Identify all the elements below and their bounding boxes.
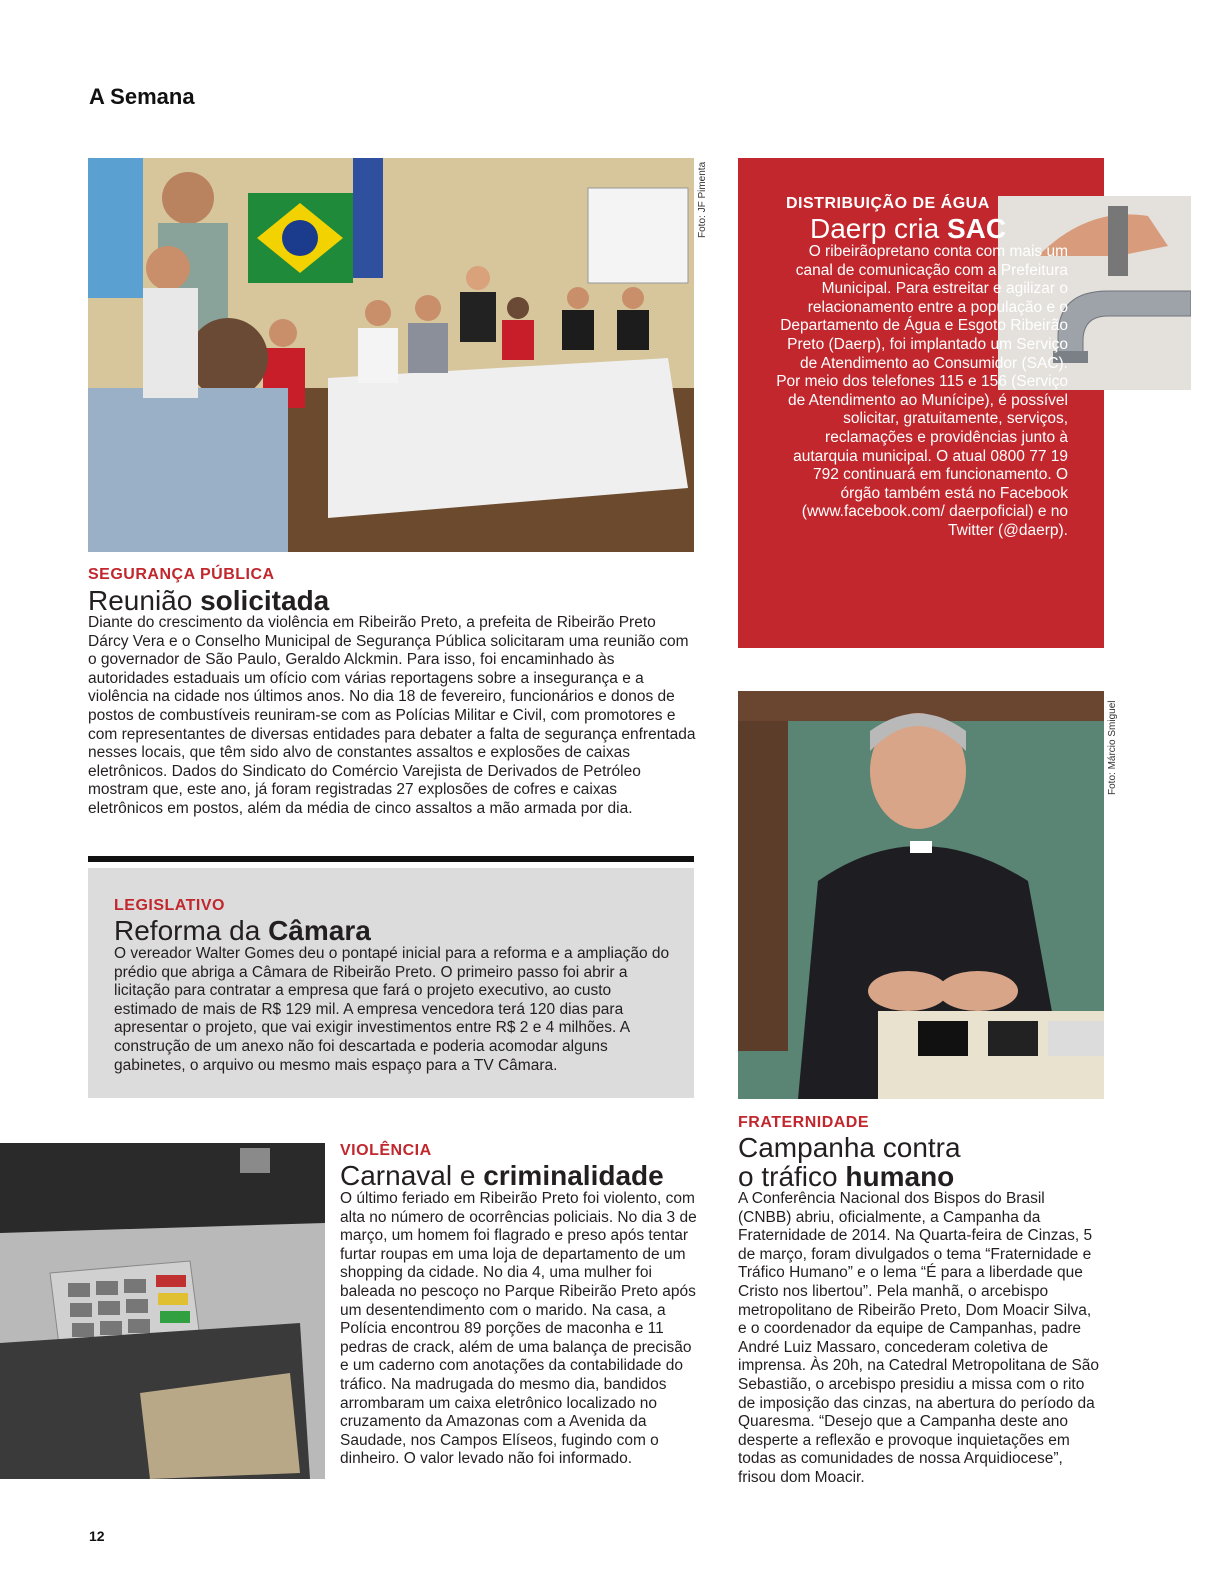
headline-light: Reunião xyxy=(88,585,201,616)
body-seguranca: Diante do crescimento da violência em Ribeirão Preto, a prefeita de Ribeirão Preto Dárcy Vera e o Conselho Municipal de Segurança Pública solicitaram uma reunião com o governador de São Paulo, Geraldo Alckmin. Para isso, foi encaminhado às autoridades estaduais um ofício com várias reportagens sobre a insegurança e a violência na cidade nos últimos anos. No dia 18 de fevereiro, funcionários e donos de postos de combustíveis reuniram-se com as Polícias Militar e Civil, com promotores e com representantes de diversas entidades para debater a falta de segurança enfrentada nesses locais, que têm sido alvo de constantes assaltos e explosões de caixas eletrônicos. Dados do Sindicato do Comércio Varejista de Derivados de Petróleo mostram que, este ano, já foram registradas 27 explosões de cofres e caixas eletrônicos em postos, além da média de cinco assaltos a mão armada por dia. xyxy=(88,614,696,817)
kicker-legislativo: LEGISLATIVO xyxy=(114,897,225,914)
body-agua: O ribeirãopretano conta com mais um canal de comunicação com a Prefeitura Municipal. Para estreitar e agilizar o relacionamento entre a população e o Departamento de Água e Esgoto Ribeirão Preto (Daerp), foi implantado um Serviço de Atendimento ao Consumidor (SAC). Por meio dos telefones 115 e 156 (Serviço de Atendimento ao Munícipe), é possível solicitar, gratuitamente, serviços, reclamações e providências junto à autarquia municipal. O atual 0800 77 19 792 continuará em funcionamento. O órgão também está no Facebook (www.facebook.com/ daerpoficial) e no Twitter (@daerp). xyxy=(776,243,1068,539)
headline-light: Daerp cria xyxy=(810,213,947,244)
headline-bold: SAC xyxy=(946,213,1007,244)
headline-fraternidade-line1: Campanha contra xyxy=(738,1132,961,1163)
headline-bold: Câmara xyxy=(268,915,371,946)
meeting-illustration xyxy=(88,158,694,552)
body-legislativo: O vereador Walter Gomes deu o pontapé inicial para a reforma e a ampliação do prédio que abriga a Câmara de Ribeirão Preto. O primeiro passo foi abrir a licitação para contratar a empresa que fará o projeto executivo, ao custo estimado de mais de R$ 129 mil. A empresa vencedora terá 120 dias para apresentar o projeto, que vai exigir investimentos entre R$ 2 e 4 milhões. A construção de um anexo não foi descartada e poderia acomodar alguns gabinetes, o arquivo ou mesmo mais espaço para a TV Câmara. xyxy=(114,945,670,1074)
kicker-violencia: VIOLÊNCIA xyxy=(340,1142,432,1159)
headline-bold: solicitada xyxy=(200,585,330,616)
headline-light: o tráfico xyxy=(738,1161,846,1192)
headline-agua xyxy=(810,214,1006,243)
photo-credit: Foto: Márcio Smiguel xyxy=(1107,700,1118,795)
headline-light: Carnaval e xyxy=(340,1160,484,1191)
headline-violencia xyxy=(340,1161,664,1190)
section-rule xyxy=(88,856,694,862)
headline-bold: humano xyxy=(845,1161,955,1192)
headline-light: Reforma da xyxy=(114,915,269,946)
bishop-photo xyxy=(738,691,1104,1099)
kicker-agua: DISTRIBUIÇÃO DE ÁGUA xyxy=(786,195,990,212)
headline-fraternidade-line2 xyxy=(738,1162,954,1191)
atm-photo xyxy=(0,1143,325,1479)
kicker-fraternidade: FRATERNIDADE xyxy=(738,1114,870,1131)
headline-seguranca xyxy=(88,586,329,615)
bishop-illustration xyxy=(738,691,1104,1099)
page-number: 12 xyxy=(89,1528,105,1544)
kicker-seguranca: SEGURANÇA PÚBLICA xyxy=(88,566,275,583)
photo-credit: Foto: JF Pimenta xyxy=(697,161,708,238)
body-fraternidade: A Conferência Nacional dos Bispos do Brasil (CNBB) abriu, oficialmente, a Campanha da Fraternidade de 2014. Na Quarta-feira de Cinzas, 5 de março, foram divulgados o tema “Fraternidade e Tráfico Humano” e o lema “É para a liberdade que Cristo nos libertou”. Pela manhã, o arcebispo metropolitano de Ribeirão Preto, Dom Moacir Silva, e o coordenador da equipe de Campanhas, padre André Luiz Massaro, concederam coletiva de imprensa. Às 20h, na Catedral Metropolitana de São Sebastião, o arcebispo presidiu a missa com o rito de imposição das cinzas, na abertura do período da Quaresma. “Desejo que a Campanha deste ano desperte a reflexão e provoque inquietações em todas as comunidades de nossa Arquidiocese”, frisou dom Moacir. xyxy=(738,1190,1100,1486)
meeting-photo xyxy=(88,158,694,552)
headline-bold: criminalidade xyxy=(483,1160,664,1191)
headline-legislativo xyxy=(114,916,371,945)
body-violencia: O último feriado em Ribeirão Preto foi violento, com alta no número de ocorrências policiais. No dia 3 de março, um homem foi flagrado e preso após tentar furtar roupas em uma loja de departamento de um shopping da cidade. No dia 4, uma mulher foi baleada no pescoço no Parque Ribeirão Preto após um desentendimento com o marido. Na casa, a Polícia encontrou 89 porções de maconha e 11 pedras de crack, além de uma balança de precisão e um caderno com anotações da contabilidade do tráfico. Na madrugada do mesmo dia, bandidos arrombaram um caixa eletrônico localizado no cruzamento da Amazonas com a Avenida da Saudade, nos Campos Elíseos, fugindo com o dinheiro. O valor levado não foi informado. xyxy=(340,1190,697,1468)
atm-illustration xyxy=(0,1143,325,1479)
section-title: A Semana xyxy=(89,84,195,109)
